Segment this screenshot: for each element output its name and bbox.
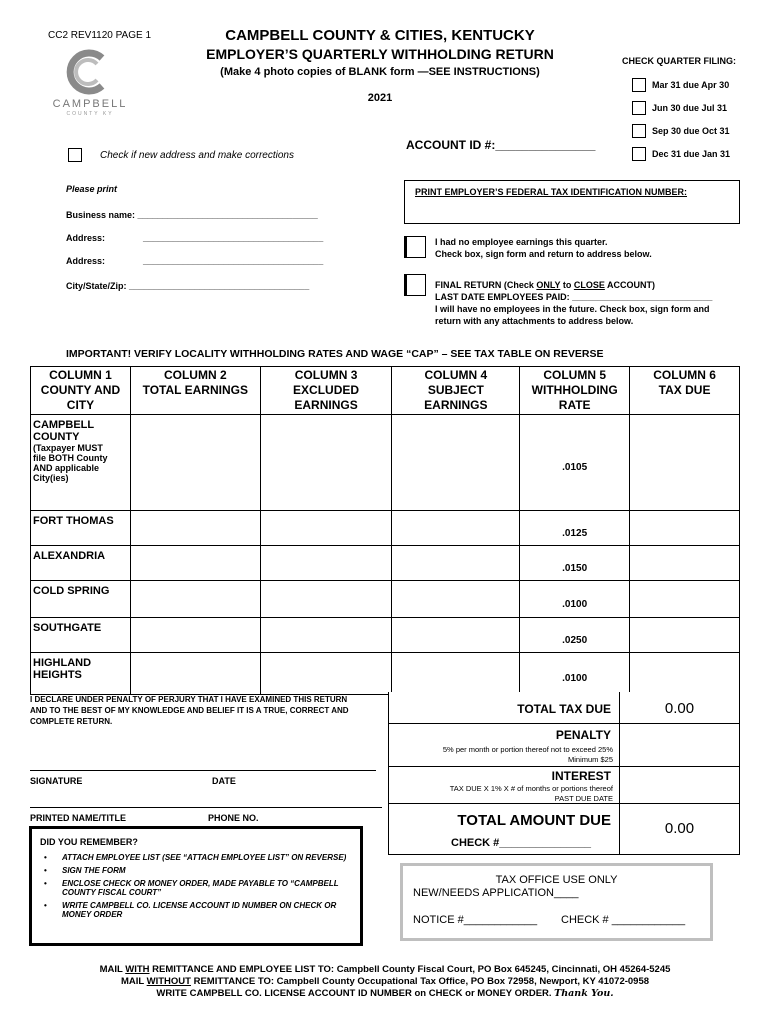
quarter-checkbox-q3[interactable] <box>632 124 646 138</box>
final-return-close: CLOSE <box>573 280 605 290</box>
table-row-highland-heights <box>31 653 740 695</box>
total-tax-due-value[interactable]: 0.00 <box>619 692 740 724</box>
locality-highland-heights: HIGHLAND HEIGHTS <box>31 653 131 695</box>
logo-text: CAMPBELL <box>52 98 128 110</box>
rate-campbell: .0105 <box>520 415 630 511</box>
quarter-checkbox-q4[interactable] <box>632 147 646 161</box>
footer-line1: MAIL WITH REMITTANCE AND EMPLOYEE LIST TO: Campbell County Fiscal Court, PO Box 645245, Cincinnati, OH 45264-5245 <box>99 964 671 975</box>
total-earnings-cold-spring[interactable] <box>130 581 260 618</box>
column-header-1: COLUMN 1 COUNTY AND CITY <box>31 367 131 415</box>
form-code: CC2 REV1120 PAGE 1 <box>48 30 152 41</box>
quarter-label-q3: Sep 30 due Oct 31 <box>652 126 730 136</box>
address2-label: Address: <box>66 256 106 266</box>
title-line2: EMPLOYER’S QUARTERLY WITHHOLDING RETURN <box>206 46 554 62</box>
total-earnings-southgate[interactable] <box>130 618 260 653</box>
total-tax-due-label-cell: TOTAL TAX DUE <box>388 692 620 724</box>
final-return-text-c: ACCOUNT) <box>604 280 656 290</box>
locality-alexandria: ALEXANDRIA <box>31 546 131 581</box>
penalty-label-cell: PENALTY 5% per month or portion thereof not to exceed 25% Minimum $25 <box>388 723 620 767</box>
declaration: I DECLARE UNDER PENALTY OF PERJURY THAT I HAVE EXAMINED THIS RETURN AND TO THE BEST OF MY KNOWLEDGE AND BELIEF IT IS A TRUE, CORRECT AND COMPLETE RETURN. <box>30 695 349 726</box>
subject-earnings-southgate[interactable] <box>392 618 520 653</box>
excluded-earnings-fort-thomas[interactable] <box>260 511 392 546</box>
printed-name-line[interactable] <box>30 807 382 808</box>
table-row-southgate <box>31 618 740 653</box>
signature-label: SIGNATURE <box>30 776 83 786</box>
last-date-paid-field[interactable]: LAST DATE EMPLOYEES PAID: ____________________________ <box>435 292 713 302</box>
subject-earnings-alexandria[interactable] <box>392 546 520 581</box>
tax-due-fort-thomas[interactable] <box>630 511 740 546</box>
locality-campbell: CAMPBELL COUNTY (Taxpayer MUST file BOTH County AND applicable City(ies) <box>31 415 131 511</box>
column-header-2: COLUMN 2 TOTAL EARNINGS <box>130 367 260 415</box>
final-return-text-a: FINAL RETURN (Check <box>435 280 537 290</box>
tax-due-southgate[interactable] <box>630 618 740 653</box>
remember-item: • ATTACH EMPLOYEE LIST (SEE “ATTACH EMPLOYEE LIST” ON REVERSE) <box>40 853 352 862</box>
footer-line2: MAIL WITHOUT REMITTANCE TO: Campbell County Occupational Tax Office, PO Box 72958, Newport, KY 41072-0958 <box>120 976 650 987</box>
quarter-checkbox-q1[interactable] <box>632 78 646 92</box>
total-amount-label-cell: TOTAL AMOUNT DUE CHECK #_______________ <box>388 803 620 855</box>
locality-fort-thomas: FORT THOMAS <box>31 511 131 546</box>
footer <box>20 964 750 1000</box>
new-needs-application: NEW/NEEDS APPLICATION____ <box>413 887 579 899</box>
withholding-table <box>30 366 740 695</box>
total-earnings-highland-heights[interactable] <box>130 653 260 695</box>
please-print: Please print <box>66 184 118 194</box>
column-header-6: COLUMN 6 TAX DUE <box>630 367 740 415</box>
remember-title: DID YOU REMEMBER? <box>40 837 138 847</box>
excluded-earnings-cold-spring[interactable] <box>260 581 392 618</box>
tax-office-use-box <box>400 863 713 941</box>
subject-earnings-campbell[interactable] <box>392 415 520 511</box>
tax-due-cold-spring[interactable] <box>630 581 740 618</box>
excluded-earnings-highland-heights[interactable] <box>260 653 392 695</box>
office-check-number: CHECK # ____________ <box>561 914 686 926</box>
column-header-5: COLUMN 5 WITHHOLDING RATE <box>520 367 630 415</box>
final-return-line3: I will have no employees in the future. Check box, sign form and <box>435 304 710 314</box>
new-address-label: Check if new address and make corrections <box>100 150 294 161</box>
remember-item: • ENCLOSE CHECK OR MONEY ORDER, MADE PAYABLE TO “CAMPBELL COUNTY FISCAL COURT” <box>40 879 352 897</box>
table-header-row <box>31 367 740 415</box>
quarter-label-q4: Dec 31 due Jan 31 <box>652 149 731 159</box>
account-id-field[interactable]: ACCOUNT ID #:_______________ <box>406 138 596 152</box>
total-amount-value[interactable]: 0.00 <box>619 803 740 855</box>
subject-earnings-highland-heights[interactable] <box>392 653 520 695</box>
signature-line[interactable] <box>30 770 376 771</box>
business-name-field[interactable]: Business name: ____________________________________ <box>66 210 318 220</box>
tax-due-alexandria[interactable] <box>630 546 740 581</box>
total-earnings-campbell[interactable] <box>130 415 260 511</box>
city-state-zip-field[interactable]: City/State/Zip: ____________________________________ <box>66 281 310 291</box>
date-label: DATE <box>212 776 236 786</box>
locality-cold-spring: COLD SPRING <box>31 581 131 618</box>
quarter-label-q1: Mar 31 due Apr 30 <box>652 80 730 90</box>
tax-due-campbell[interactable] <box>630 415 740 511</box>
tax-office-title: TAX OFFICE USE ONLY <box>495 874 618 886</box>
subject-earnings-cold-spring[interactable] <box>392 581 520 618</box>
no-earnings-line1: I had no employee earnings this quarter. <box>435 237 608 247</box>
address1-field[interactable]: ____________________________________ <box>143 233 324 243</box>
rate-cold-spring: .0100 <box>520 581 630 618</box>
final-return-checkbox[interactable] <box>404 274 426 296</box>
final-return-line4: return with any attachments to address below. <box>435 316 634 326</box>
total-earnings-fort-thomas[interactable] <box>130 511 260 546</box>
notice-number: NOTICE #____________ <box>413 914 538 926</box>
address2-field[interactable]: ____________________________________ <box>143 256 324 266</box>
subtitle: (Make 4 photo copies of BLANK form —SEE INSTRUCTIONS) <box>220 66 540 78</box>
quarter-filing-label: CHECK QUARTER FILING: <box>622 56 736 66</box>
new-address-checkbox[interactable] <box>68 148 82 162</box>
year: 2021 <box>367 92 393 104</box>
final-return-text-b: to <box>560 280 574 290</box>
table-row-campbell <box>31 415 740 511</box>
penalty-value[interactable] <box>619 723 740 767</box>
important-notice: IMPORTANT! VERIFY LOCALITY WITHHOLDING RATES AND WAGE “CAP” – SEE TAX TABLE ON REVERSE <box>66 348 604 360</box>
excluded-earnings-southgate[interactable] <box>260 618 392 653</box>
no-earnings-line2: Check box, sign form and return to address below. <box>435 249 652 259</box>
final-return-only: ONLY <box>536 280 561 290</box>
quarter-checkbox-q2[interactable] <box>632 101 646 115</box>
table-row-fort-thomas <box>31 511 740 546</box>
fein-box[interactable] <box>404 180 740 224</box>
subject-earnings-fort-thomas[interactable] <box>392 511 520 546</box>
remember-list <box>40 853 352 919</box>
address1-label: Address: <box>66 233 106 243</box>
table-row-cold-spring <box>31 581 740 618</box>
remember-item: • WRITE CAMPBELL CO. LICENSE ACCOUNT ID NUMBER ON CHECK OR MONEY ORDER <box>40 901 352 919</box>
printed-name-label: PRINTED NAME/TITLE <box>30 813 126 823</box>
rate-alexandria: .0150 <box>520 546 630 581</box>
footer-line3: WRITE CAMPBELL CO. LICENSE ACCOUNT ID NUMBER on CHECK or MONEY ORDER. Thank You. <box>156 988 614 999</box>
table-row-alexandria <box>31 546 740 581</box>
check-number-field[interactable]: CHECK #_______________ <box>451 837 592 849</box>
rate-highland-heights: .0100 <box>520 653 630 695</box>
remember-box <box>29 826 363 946</box>
column-header-3: COLUMN 3 EXCLUDED EARNINGS <box>260 367 392 415</box>
thank-you: Thank You. <box>554 988 614 999</box>
phone-label: PHONE NO. <box>208 813 259 823</box>
campbell-logo-icon <box>64 48 110 96</box>
excluded-earnings-campbell[interactable] <box>260 415 392 511</box>
title-line1: CAMPBELL COUNTY & CITIES, KENTUCKY <box>225 27 535 44</box>
no-earnings-checkbox[interactable] <box>404 236 426 258</box>
column-header-4: COLUMN 4 SUBJECT EARNINGS <box>392 367 520 415</box>
logo-subtext: COUNTY KY <box>66 111 114 117</box>
rate-southgate: .0250 <box>520 618 630 653</box>
tax-due-highland-heights[interactable] <box>630 653 740 695</box>
interest-label-cell: INTEREST TAX DUE X 1% X # of months or portions thereof PAST DUE DATE <box>388 766 620 804</box>
rate-fort-thomas: .0125 <box>520 511 630 546</box>
remember-item: • SIGN THE FORM <box>40 866 352 875</box>
excluded-earnings-alexandria[interactable] <box>260 546 392 581</box>
total-earnings-alexandria[interactable] <box>130 546 260 581</box>
locality-southgate: SOUTHGATE <box>31 618 131 653</box>
quarter-label-q2: Jun 30 due Jul 31 <box>652 103 728 113</box>
interest-value[interactable] <box>619 766 740 804</box>
fein-label: PRINT EMPLOYER’S FEDERAL TAX IDENTIFICATION NUMBER: <box>415 187 688 197</box>
final-return-line1 <box>435 280 655 290</box>
